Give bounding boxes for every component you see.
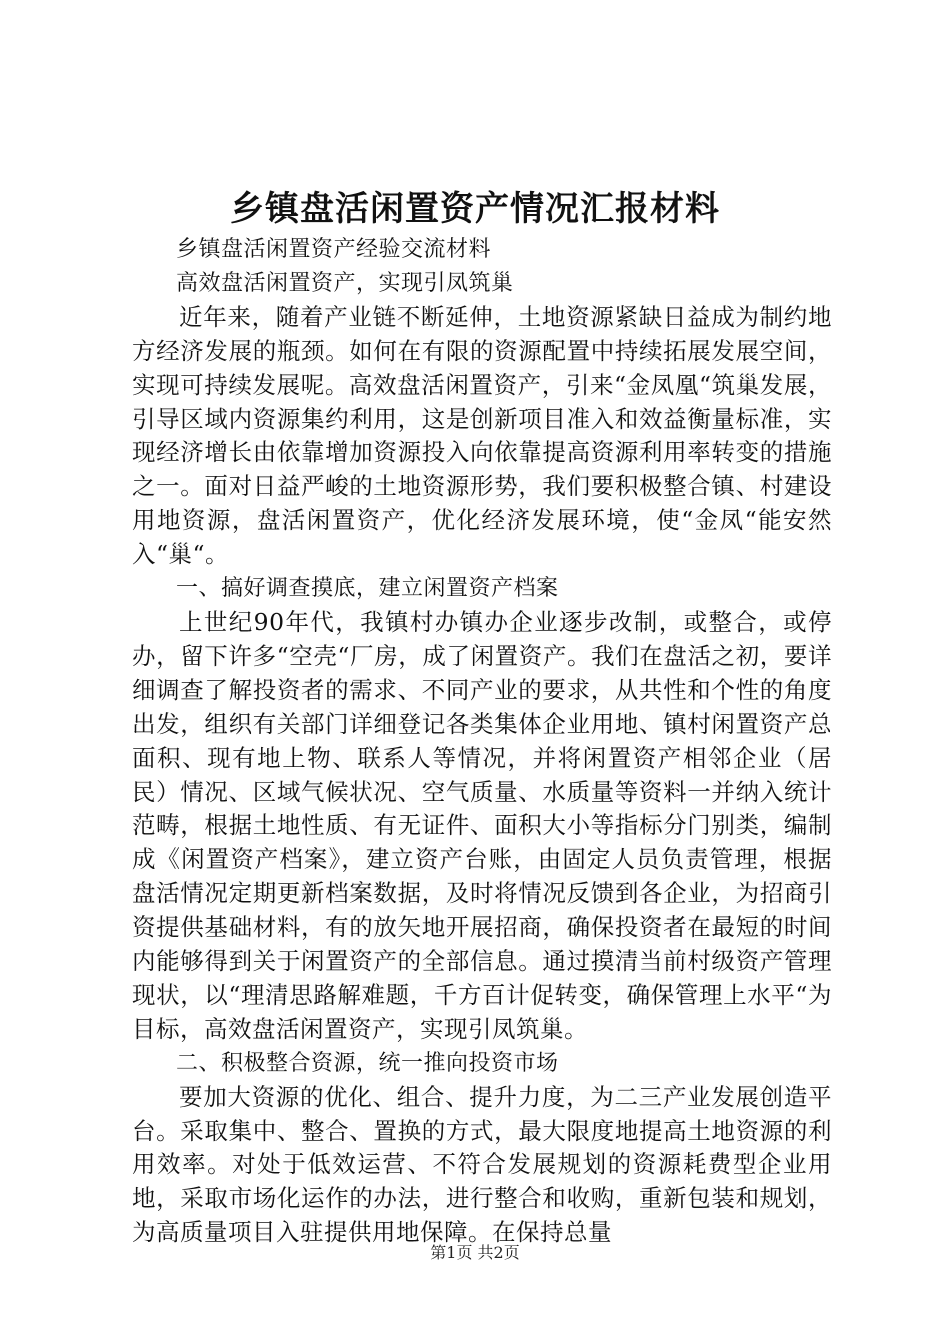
section-heading: 二、积极整合资源，统一推向投资市场 — [176, 1050, 559, 1076]
body-paragraph: 要加大资源的优化、组合、提升力度，为二三产业发展创造平台。采取集中、整合、置换的方式，最大限度地提高土地资源的利用效率。对处于低效运营、不符合发展规划的资源耗费型企业用地，采取市场化运作的办法，进行整合和收购，重新包装和规划，为高质量项目入驻提供用地保障。在保持总量 — [132, 1082, 832, 1247]
subtitle-line: 高效盘活闲置资产，实现引凤筑巢 — [176, 270, 514, 296]
document-body — [132, 233, 832, 1250]
document-title: 乡镇盘活闲置资产情况汇报材料 — [230, 189, 720, 229]
page-footer: 第1页 共2页 — [430, 1243, 520, 1262]
body-paragraph: 近年来，随着产业链不断延伸，土地资源紧缺日益成为制约地方经济发展的瓶颈。如何在有限的资源配置中持续拓展发展空间，实现可持续发展呢。高效盘活闲置资产，引来“金凤凰“筑巢发展，引导区域内资源集约利用，这是创新项目准入和效益衡量标准，实现经济增长由依靠增加资源投入向依靠提高资源利用率转变的措施之一。面对日益严峻的土地资源形势，我们要积极整合镇、村建设用地资源，盘活闲置资产，优化经济发展环境，使“金凤“能安然入“巢“。 — [132, 302, 832, 569]
section-heading: 一、搞好调查摸底，建立闲置资产档案 — [176, 576, 559, 602]
subtitle-line: 乡镇盘活闲置资产经验交流材料 — [176, 237, 492, 262]
body-paragraph: 上世纪90年代，我镇村办镇办企业逐步改制，或整合，或停办，留下许多“空壳“厂房，成了闲置资产。我们在盘活之初，要详细调查了解投资者的需求、不同产业的要求，从共性和个性的角度出发，组织有关部门详细登记各类集体企业用地、镇村闲置资产总面积、现有地上物、联系人等情况，并将闲置资产相邻企业（居民）情况、区域气候状况、空气质量、水质量等资料一并纳入统计范畴，根据土地性质、有无证件、面积大小等指标分门别类，编制成《闲置资产档案》，建立资产台账，由固定人员负责管理，根据盘活情况定期更新档案数据，及时将情况反馈到各企业，为招商引资提供基础材料，有的放矢地开展招商，确保投资者在最短的时间内能够得到关于闲置资产的全部信息。通过摸清当前村级资产管理现状，以“理清思路解难题，千方百计促转变，确保管理上水平“为目标，高效盘活闲置资产，实现引凤筑巢。 — [132, 607, 832, 1043]
